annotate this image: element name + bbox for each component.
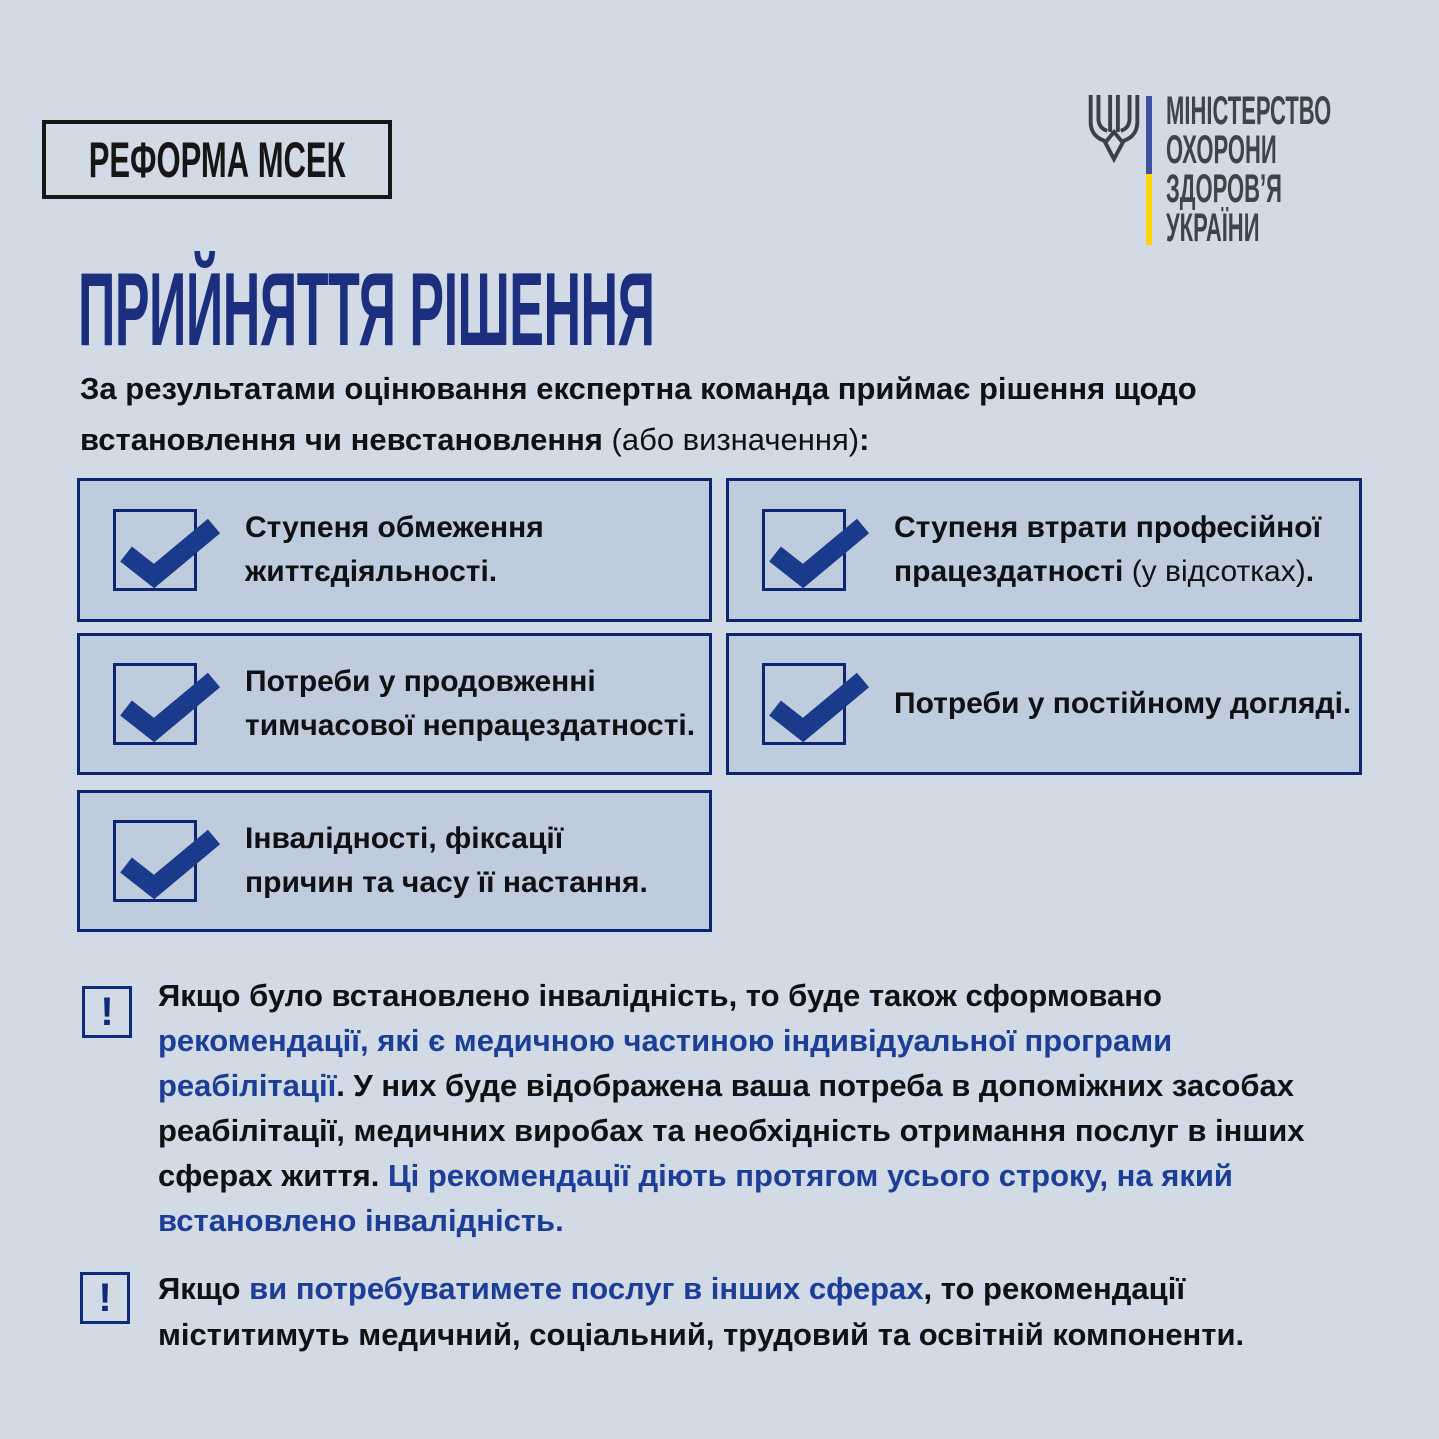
exclamation-icon: ! (80, 1272, 130, 1324)
checklist-item-temporary-incapacity-extension (77, 633, 712, 775)
checklist-item-label: Ступеня обмеження життєдіяльності. (245, 511, 544, 588)
checklist-item-limitation-degree (77, 478, 712, 622)
badge-label: РЕФОРМА МСЕК (88, 131, 346, 188)
checklist-item-label: Ступеня втрати професійної працездатності (у відсотках). (894, 511, 1322, 588)
ministry-name (1166, 89, 1332, 250)
intro-line-2: встановлення чи невстановлення (або визначення): (80, 422, 870, 457)
checklist-item-professional-capacity-loss (726, 478, 1362, 622)
intro-paragraph (80, 363, 1197, 465)
checklist-item-constant-care-need (726, 633, 1362, 775)
flag-divider (1146, 96, 1152, 245)
checkbox (762, 509, 846, 591)
ministry-name-line: ЗДОРОВ’Я (1166, 167, 1282, 211)
checkbox (113, 820, 197, 902)
flag-yellow-segment (1146, 174, 1152, 245)
checkmark-icon (769, 674, 869, 736)
ministry-name-line: УКРАЇНИ (1166, 206, 1260, 250)
checklist-item-label: Інвалідності, фіксації причин та часу її настання. (245, 822, 648, 899)
note-recommendations: Якщо було встановлено інвалідність, то буде також сформовано рекомендації, які є медичною частиною індивідуальної програми реабілітації. У них буде відображена ваша потреба в допоміжних засобах реабілітації, медичних виробах та необхідність отримання послуг в інших сферах життя. Ці рекомендації діють протягом усього строку, на який встановлено інвалідність. (158, 978, 1305, 1238)
reform-msek-badge (42, 120, 392, 199)
page-title: ПРИЙНЯТТЯ РІШЕННЯ (78, 252, 655, 368)
checklist-item-label: Потреби у постійному догляді. (894, 687, 1352, 720)
checkmark-icon (769, 520, 869, 582)
checkbox (113, 663, 197, 745)
trident-icon (1086, 93, 1142, 163)
checkmark-icon (120, 520, 220, 582)
ministry-name-line: МІНІСТЕРСТВО (1166, 89, 1332, 133)
ministry-name-line: ОХОРОНИ (1166, 128, 1277, 172)
flag-blue-segment (1146, 96, 1152, 174)
checkbox (762, 663, 846, 745)
checkbox (113, 509, 197, 591)
checkmark-icon (120, 831, 220, 893)
checkmark-icon (120, 674, 220, 736)
checklist-item-label: Потреби у продовженні тимчасової непрацездатності. (245, 665, 696, 742)
note-other-services: Якщо ви потребуватимете послуг в інших сферах, то рекомендації міститимуть медичний, соціальний, трудовий та освітній компоненти. (158, 1271, 1245, 1352)
intro-line-1: За результатами оцінювання експертна команда приймає рішення щодо (80, 371, 1197, 406)
exclamation-icon: ! (82, 986, 132, 1038)
checklist-item-disability-fixation (77, 790, 712, 932)
